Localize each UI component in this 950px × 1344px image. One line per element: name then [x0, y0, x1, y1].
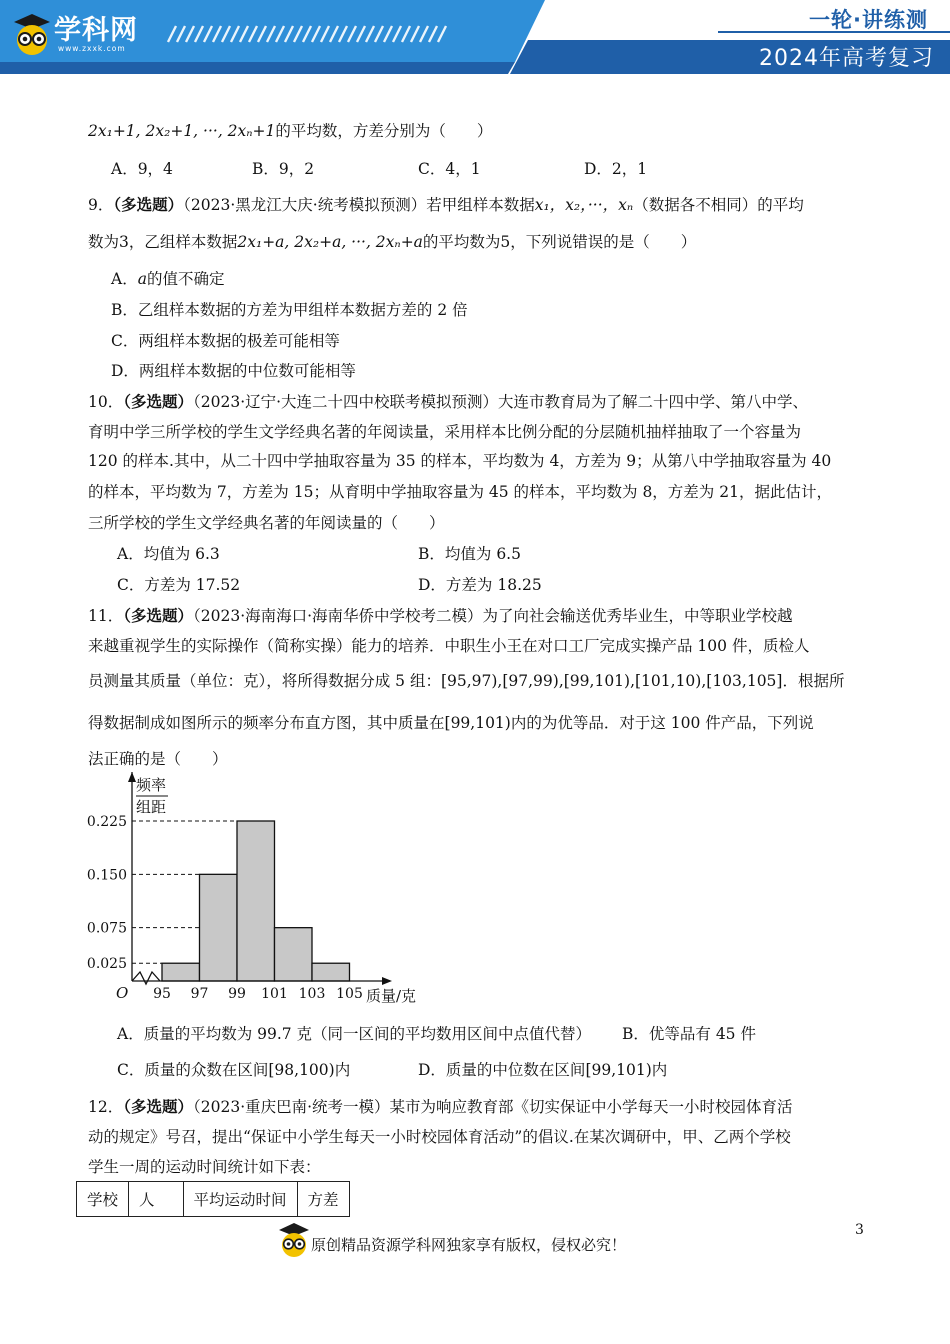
q12-stem-line-3: 学生一周的运动时间统计如下表： — [88, 1158, 321, 1176]
q9-stem-line-1 — [88, 193, 804, 215]
table-header-row — [77, 1182, 350, 1217]
table-header-cell: 人 — [129, 1182, 184, 1217]
q11-option-a: A．质量的平均数为 99.7 克（同一区间的平均数用区间中点值代替） — [117, 1025, 592, 1043]
q11-stem-line-1 — [88, 604, 793, 626]
series-title: 一轮·讲练测 — [809, 8, 928, 32]
q9-number: 9． — [88, 196, 114, 214]
q9-tag: （多选题） — [113, 195, 184, 214]
q8-stem-text: 的平均数，方差分别为（ ） — [275, 122, 493, 140]
q9-text: 的平均数为5，下列说错误的是（ ） — [422, 233, 697, 251]
q11-text: （2023·海南海口·海南华侨中学校考二模）为了向社会输送优秀毕业生，中等职业学校越 — [193, 607, 793, 625]
x-tick-label: 103 — [298, 986, 326, 1002]
q8-option-d: D．2，1 — [584, 160, 648, 178]
q9-option-b: B．乙组样本数据的方差为甲组样本数据方差的 2 倍 — [111, 301, 468, 319]
q9-option-d: D．两组样本数据的中位数可能相等 — [111, 362, 356, 380]
y-tick-label: 0.225 — [86, 814, 127, 830]
q8-option-a: A．9，4 — [111, 160, 173, 178]
q9-text: 若甲组样本数据 — [426, 196, 535, 214]
q10-stem-line-5: 三所学校的学生文学经典名著的年阅读量的（ ） — [88, 514, 445, 532]
table-header-cell: 学校 — [77, 1182, 129, 1217]
q10-number: 10． — [88, 393, 124, 411]
x-tick-label: 105 — [336, 986, 363, 1002]
x-tick-label: 95 — [153, 986, 171, 1002]
q11-text: 内的为优等品．对于这 100 件产品，下列说 — [510, 714, 814, 732]
histogram-bar-101-103 — [275, 928, 313, 981]
q12-stem-line-2: 动的规定》号召，提出“保证中小学生每天一小时校园体育活动”的倡议.在某次调研中，甲、乙两个学校 — [88, 1128, 791, 1146]
q11-stem-line-3 — [88, 669, 844, 691]
q12-text: （2023·重庆巴南·统考一模）某市为响应教育部《切实保证中小学每天一小时校园体育活 — [193, 1098, 793, 1116]
histogram-bar-95-97 — [162, 963, 200, 981]
q9-vars: x₁，x₂，···，xₙ — [534, 196, 634, 214]
q10-option-b: B．均值为 6.5 — [418, 545, 521, 563]
q11-text: 得数据制成如图所示的频率分布直方图，其中质量在 — [88, 714, 445, 732]
q11-number: 11． — [88, 607, 124, 625]
axis-break-mark — [132, 972, 160, 984]
x-tick-label: 101 — [261, 986, 288, 1002]
logo-text: 学科网 — [54, 15, 138, 46]
x-tick-label: 99 — [228, 986, 246, 1002]
q10-stem-line-3: 120 的样本.其中，从二十四中学抽取容量为 35 的样本，平均数为 4，方差为 9；从第八中学抽取容量为 40 — [88, 452, 832, 470]
q9-stem-line-2 — [88, 230, 696, 252]
q8-option-b: B．9，2 — [252, 160, 315, 178]
q10-option-c: C．方差为 17.52 — [117, 576, 241, 594]
page-number: 3 — [855, 1222, 864, 1238]
q9-text: 数为3，乙组样本数据 — [88, 233, 238, 251]
x-axis-arrow — [382, 977, 392, 985]
q10-option-d: D．方差为 18.25 — [418, 576, 542, 594]
q11-intervals: [95,97),[97,99),[99,101),[101,10),[103,105] — [440, 672, 783, 690]
table-header-cell: 平均运动时间 — [183, 1182, 297, 1217]
q9-option-c: C．两组样本数据的极差可能相等 — [111, 332, 340, 350]
x-tick-label: 97 — [190, 986, 209, 1002]
q12-table — [76, 1181, 350, 1217]
q10-stem-line-4: 的样本，平均数为 7，方差为 15；从育明中学抽取容量为 45 的样本，平均数为 8，方差为 21，据此估计， — [88, 483, 832, 501]
histogram-bar-103-105 — [312, 963, 350, 981]
y-axis-arrow — [128, 772, 136, 782]
q12-tag: （多选题） — [123, 1097, 193, 1116]
interval: [98,100) — [268, 1061, 335, 1079]
q11-option-d — [418, 1058, 667, 1080]
y-label-top: 频率 — [136, 776, 167, 794]
origin-label: O — [116, 984, 129, 1002]
q9-text: （数据各不相同）的平均 — [633, 196, 804, 214]
option-text: C．质量的众数在区间 — [117, 1061, 269, 1079]
option-text: 的值不确定 — [146, 270, 225, 288]
q12-number: 12． — [88, 1098, 124, 1116]
page-header — [0, 0, 950, 74]
footer-copyright: 原创精品资源学科网独家享有版权，侵权必究！ — [311, 1236, 627, 1254]
q9-source: （2023·黑龙江大庆·统考模拟预测） — [183, 196, 427, 214]
y-label-bottom: 组距 — [136, 798, 167, 816]
option-label: A． — [111, 270, 138, 288]
q8-expression: 2x₁+1, 2x₂+1, ···, 2xₙ+1 — [88, 122, 276, 140]
histogram-bar-97-99 — [200, 874, 238, 981]
y-tick-label: 0.150 — [86, 867, 127, 884]
option-text: 内 — [334, 1061, 351, 1079]
y-tick-label: 0.025 — [86, 956, 127, 973]
q11-stem-line-4 — [88, 711, 814, 733]
q9-expression: 2x₁+a, 2x₂+a, ···, 2xₙ+a — [237, 233, 423, 251]
q11-option-c — [117, 1058, 350, 1080]
q12-stem-line-1 — [88, 1095, 793, 1117]
owl-logo-icon — [10, 12, 54, 56]
logo-url: www.zxxk.com — [58, 44, 126, 53]
q8-option-c: C．4，1 — [418, 160, 481, 178]
q11-text: ．根据所 — [782, 672, 845, 690]
q11-stem-line-5: 法正确的是（ ） — [88, 750, 228, 768]
q11-good-interval: [99,101) — [444, 714, 511, 732]
x-axis-label: 质量/克 — [366, 987, 417, 1005]
q8-stem-line — [88, 119, 492, 141]
table-header-cell: 方差 — [297, 1182, 349, 1217]
q10-stem-line-2: 育明中学三所学校的学生文学经典名著的年阅读量，采用样本比例分配的分层随机抽样抽取了一个容量为 — [88, 423, 802, 441]
frequency-histogram — [80, 772, 440, 1012]
q11-option-b: B．优等品有 45 件 — [622, 1025, 756, 1043]
var-a: a — [137, 270, 147, 288]
q10-tag: （多选题） — [123, 392, 193, 411]
q11-stem-line-2: 来越重视学生的实际操作（简称实操）能力的培养．中职生小王在对口工厂完成实操产品 100 件，质检人 — [88, 637, 810, 655]
option-text: D．质量的中位数在区间 — [418, 1061, 586, 1079]
q10-option-a: A．均值为 6.3 — [117, 545, 220, 563]
q10-stem-line-1 — [88, 390, 808, 412]
interval: [99,101) — [585, 1061, 652, 1079]
y-tick-label: 0.075 — [86, 920, 127, 937]
q11-tag: （多选题） — [123, 606, 193, 625]
footer-owl-icon — [277, 1222, 311, 1258]
q10-text: （2023·辽宁·大连二十四中校联考模拟预测）大连市教育局为了解二十四中学、第八中学、 — [193, 393, 809, 411]
histogram-bar-99-101 — [237, 821, 275, 981]
q9-option-a — [111, 267, 224, 289]
option-text: 内 — [651, 1061, 668, 1079]
q11-text: 员测量其质量（单位：克），将所得数据分成 5 组： — [88, 672, 441, 690]
year-label: 2024年高考复习 — [759, 46, 934, 71]
